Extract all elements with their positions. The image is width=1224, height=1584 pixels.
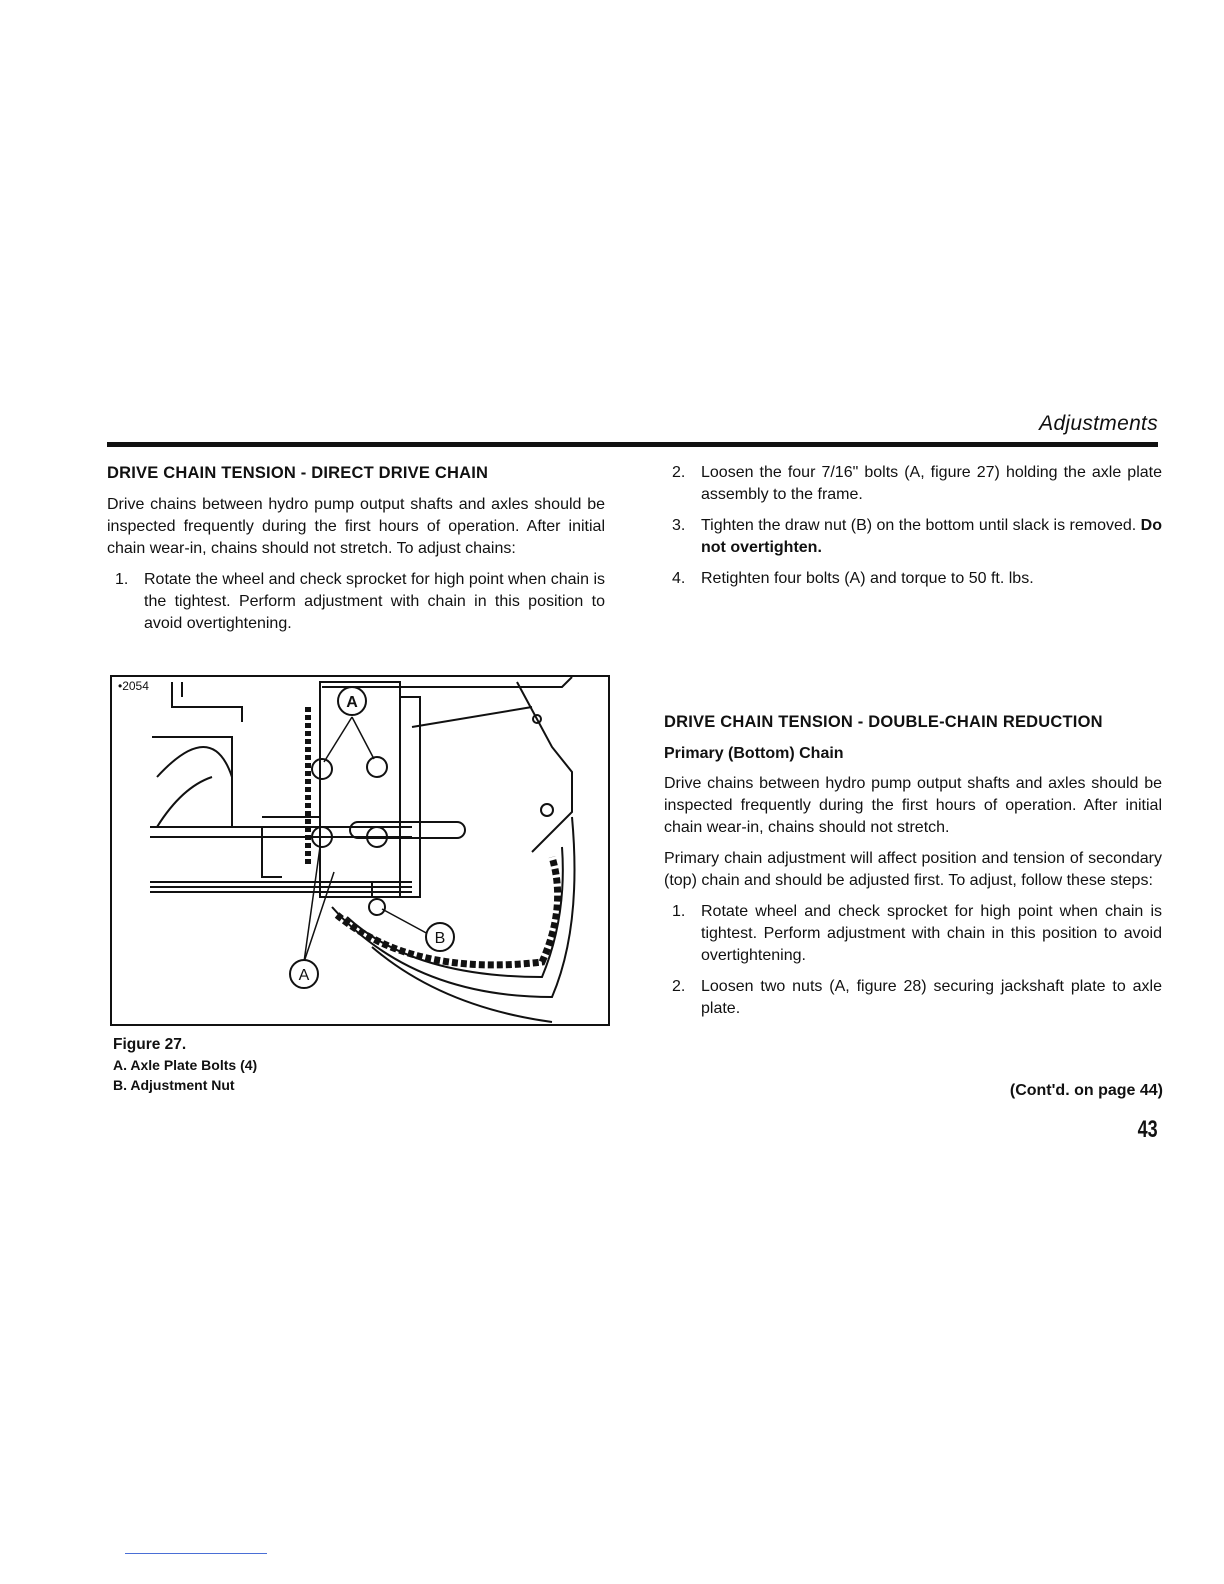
callout-b	[426, 923, 454, 951]
step-text: Rotate wheel and check sprocket for high point when chain is tightest. Perform adjustment with chain in this position to avoid overtightening.	[701, 903, 1162, 964]
step-number: 4.	[672, 570, 686, 587]
continued-note: (Cont'd. on page 44)	[1009, 1082, 1163, 1099]
callout-a-top	[338, 687, 366, 715]
step-text: Loosen two nuts (A, figure 28) securing jackshaft plate to axle plate.	[701, 978, 1162, 1017]
warning-text: Do not overtighten.	[701, 517, 1162, 556]
column-spacer	[664, 599, 1162, 711]
right-column	[664, 462, 1162, 1029]
step-number: 1.	[115, 571, 129, 588]
figure-caption	[113, 1034, 257, 1095]
header-rule	[107, 442, 1158, 447]
step-number: 1.	[672, 903, 686, 920]
caption-item: B. Adjustment Nut	[113, 1077, 235, 1093]
direct-drive-steps	[107, 569, 605, 635]
list-item	[664, 901, 1162, 967]
step-text: Retighten four bolts (A) and torque to 50 ft. lbs.	[701, 570, 1034, 587]
step-number: 2.	[672, 464, 686, 481]
page-number: 43	[1137, 1116, 1158, 1143]
callout-a-label: A	[298, 967, 310, 984]
double-chain-para-1: Drive chains between hydro pump output shafts and axles should be inspected frequently during the first hours of operation. After initial chain wear-in, chains should not stretch.	[664, 775, 1162, 836]
double-chain-heading: DRIVE CHAIN TENSION - DOUBLE-CHAIN REDUCTION	[664, 713, 1103, 731]
section-title: Adjustments	[1039, 412, 1158, 435]
step-text: Tighten the draw nut (B) on the bottom until slack is removed.	[701, 517, 1137, 534]
callout-b-label: B	[434, 930, 446, 947]
list-item	[664, 568, 1162, 590]
double-chain-steps	[664, 901, 1162, 1020]
step-text: Rotate the wheel and check sprocket for high point when chain is the tightest. Perform adjustment with chain in this position to avoid overtightening.	[144, 571, 605, 632]
direct-drive-heading: DRIVE CHAIN TENSION - DIRECT DRIVE CHAIN	[107, 464, 489, 482]
caption-item: A. Axle Plate Bolts (4)	[113, 1057, 258, 1073]
figure-27-illustration	[110, 675, 610, 1026]
step-text: Loosen the four 7/16" bolts (A, figure 27) holding the axle plate assembly to the frame.	[701, 464, 1162, 503]
left-column	[107, 462, 605, 644]
step-number: 2.	[672, 978, 686, 995]
direct-drive-intro: Drive chains between hydro pump output shafts and axles should be inspected frequently during the first hours of operation. After initial chain wear-in, chains should not stretch. To adjust chains:	[107, 496, 605, 557]
direct-drive-steps-cont	[664, 462, 1162, 590]
primary-chain-subheading: Primary (Bottom) Chain	[664, 745, 844, 762]
list-item	[664, 462, 1162, 506]
chain-assembly-drawing	[112, 677, 608, 1024]
double-chain-para-2: Primary chain adjustment will affect position and tension of secondary (top) chain and should be adjusted first. To adjust, follow these steps:	[664, 850, 1162, 889]
list-item	[664, 976, 1162, 1020]
list-item	[664, 515, 1162, 559]
callout-a-bottom	[290, 960, 318, 988]
list-item	[107, 569, 605, 635]
step-number: 3.	[672, 517, 686, 534]
scan-artifact-line	[125, 1553, 267, 1554]
figure-id: •2054	[118, 679, 149, 693]
callout-a-label: A	[346, 694, 358, 711]
caption-title: Figure 27.	[113, 1036, 187, 1053]
